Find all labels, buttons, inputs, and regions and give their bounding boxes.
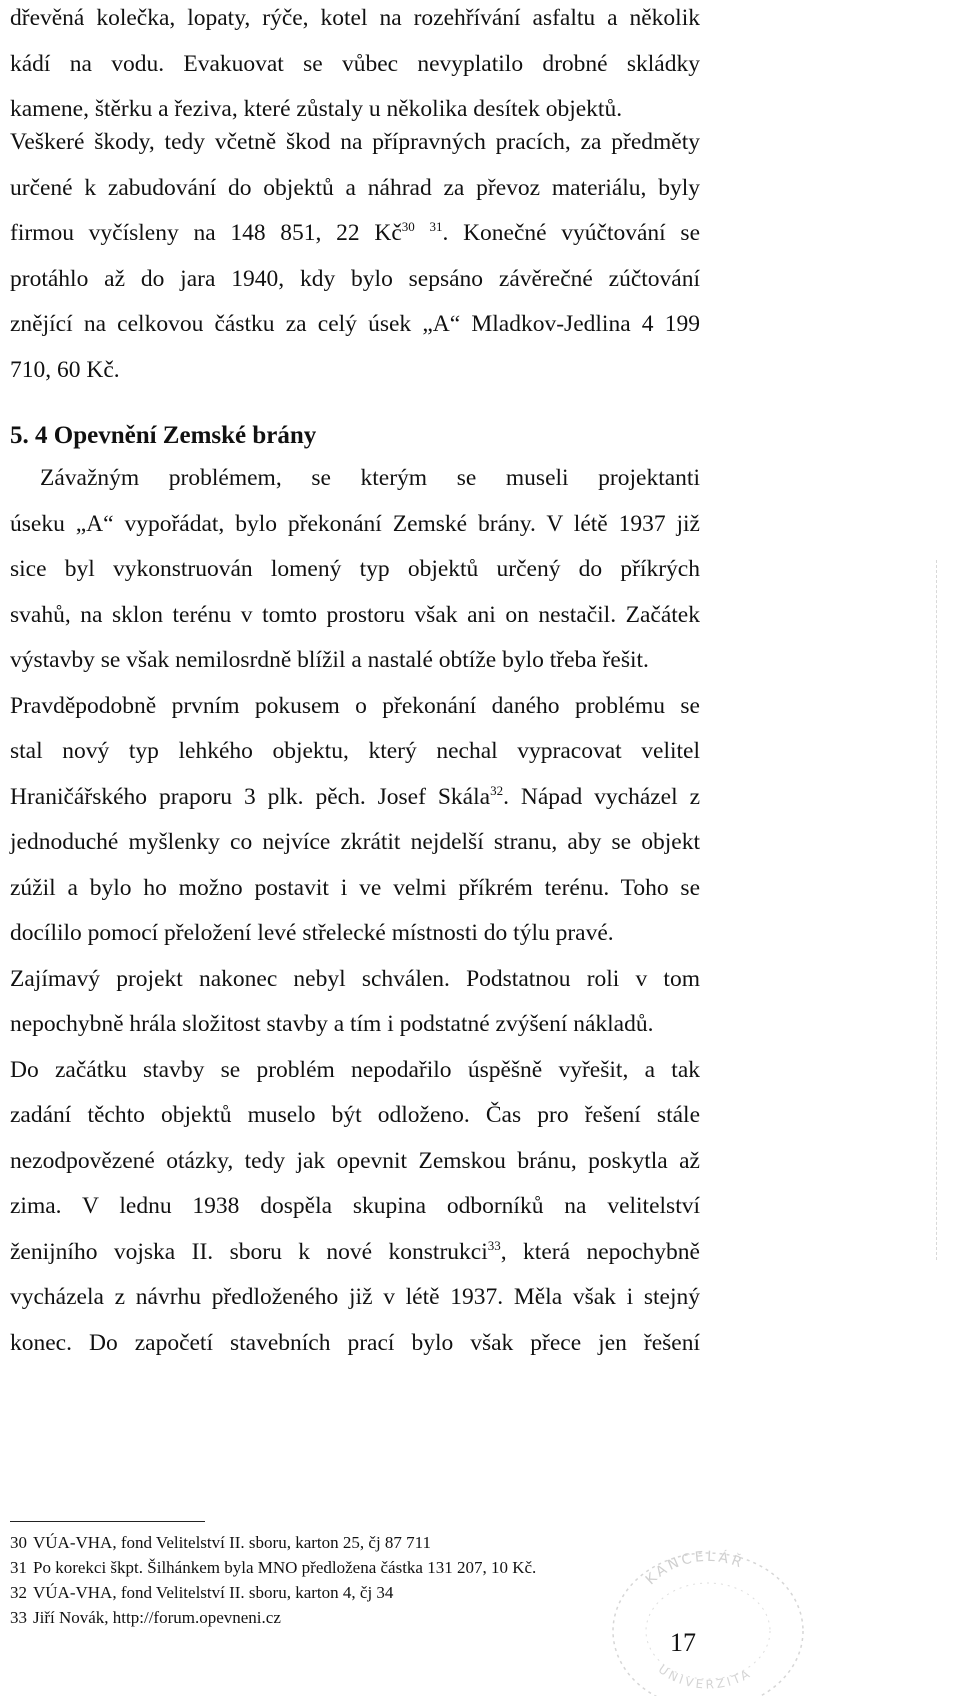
text-segment: , která nepochybně [500, 1238, 700, 1265]
text-line: úseku „A“ vypořádat, bylo překonání Zemské brány. V létě 1937 již [10, 510, 700, 537]
scan-edge-artifact [936, 560, 937, 1260]
text-line: Veškeré škody, tedy včetně škod na přípravných pracích, za předměty [10, 129, 700, 155]
footnote-ref: 33 [487, 1237, 501, 1253]
text-line: nezodpovězené otázky, tedy jak opevnit Zemskou bránu, poskytla až [10, 1147, 700, 1174]
text-line: zúžil a bylo ho možno postavit i ve velmi příkrém terénu. Toho se [10, 874, 700, 901]
text-segment: ženijního vojska II. sboru k nové konstrukci [10, 1238, 488, 1265]
footnote-text: Jiří Novák, http://forum.opevneni.cz [33, 1608, 281, 1627]
text-line: Závažným problémem, se kterým se museli projektanti [40, 465, 700, 491]
text-line: vycházela z návrhu předloženého již v létě 1937. Měla však i stejný [10, 1284, 700, 1310]
footnote [10, 1605, 536, 1630]
footnote-ref: 31 [429, 219, 443, 234]
text-line: výstavby se však nemilosrdně blížil a nastalé obtíže bylo třeba řešit. [10, 647, 649, 673]
footnote-text: Po korekci škpt. Šilhánkem byla MNO předložena částka 131 207, 10 Kč. [33, 1558, 537, 1577]
text-line: docílilo pomocí přeložení levé střelecké místnosti do týlu pravé. [10, 920, 614, 946]
stamp-bottom-text: UNIVERZITA [655, 1662, 755, 1692]
paragraph-continuation [10, 0, 700, 133]
text-line: 710, 60 Kč. [10, 356, 120, 383]
footnote-ref: 32 [490, 782, 504, 798]
stamp-top-text: KANCELÁŘ [642, 1548, 747, 1589]
footnote-list [10, 1530, 536, 1630]
stamp-outer-ring [613, 1553, 803, 1696]
text-line: Zajímavý projekt nakonec nebyl schválen. Podstatnou roli v tom [10, 965, 700, 992]
text-line: kamene, štěrku a řeziva, které zůstaly u několika desítek objektů. [10, 96, 623, 122]
text-segment: . Nápad vycházel z [503, 783, 701, 810]
text-segment: firmou vyčísleny na 148 851, 22 Kč [10, 220, 402, 246]
paragraph-damages [10, 120, 700, 393]
text-line: zadání těchto objektů muselo být odloženo. Čas pro řešení stále [10, 1102, 700, 1128]
text-line [10, 211, 700, 257]
text-line: Pravděpodobně prvním pokusem o překonání daného problému se [10, 692, 700, 719]
footnote-ref: 30 [401, 219, 415, 234]
footnote [10, 1580, 536, 1605]
footnote [10, 1555, 536, 1580]
text-line: jednoduché myšlenky co nejvíce zkrátit nejdelší stranu, aby se objekt [10, 829, 700, 855]
text-line: stal nový typ lehkého objektu, který nechal vypracovat velitel [10, 738, 700, 764]
footnote-divider [10, 1521, 205, 1522]
text-line: svahů, na sklon terénu v tomto prostoru však ani on nestačil. Začátek [10, 601, 700, 628]
section-heading: 5. 4 Opevnění Zemské brány [10, 422, 317, 449]
footnote-number: 30 [10, 1533, 27, 1552]
paragraph-zemska-brana [10, 456, 700, 1366]
text-line [10, 1230, 700, 1276]
text-line: určené k zabudování do objektů a náhrad za převoz materiálu, byly [10, 174, 700, 201]
footnote-text: VÚA-VHA, fond Velitelství II. sboru, karton 4, čj 34 [33, 1583, 394, 1602]
footnote [10, 1530, 536, 1555]
footnote-number: 32 [10, 1583, 27, 1602]
text-line: dřevěná kolečka, lopaty, rýče, kotel na rozehřívání asfaltu a několik [10, 5, 700, 31]
text-line: Do začátku stavby se problém nepodařilo úspěšně vyřešit, a tak [10, 1056, 700, 1083]
text-line: znějící na celkovou částku za celý úsek „A“ Mladkov-Jedlina 4 199 [10, 311, 700, 337]
page-number: 17 [670, 1628, 696, 1657]
text-line: kádí na vodu. Evakuovat se vůbec nevyplatilo drobné skládky [10, 50, 700, 77]
text-segment: Hraničářského praporu 3 plk. pěch. Josef Skála [10, 783, 491, 810]
footnote-number: 33 [10, 1608, 27, 1627]
text-segment: . Konečné vyúčtování se [442, 220, 701, 246]
text-line: zima. V lednu 1938 dospěla skupina odborníků na velitelství [10, 1193, 700, 1219]
footnote-text: VÚA-VHA, fond Velitelství II. sboru, karton 25, čj 87 711 [33, 1533, 432, 1552]
text-line [10, 775, 700, 821]
text-line: nepochybně hrála složitost stavby a tím i podstatné zvýšení nákladů. [10, 1011, 654, 1037]
library-stamp [593, 1536, 823, 1696]
text-line: sice byl vykonstruován lomený typ objektů určený do příkrých [10, 556, 700, 582]
text-line: konec. Do započetí stavebních prací bylo však přece jen řešení [10, 1329, 700, 1356]
text-line: protáhlo až do jara 1940, kdy bylo sepsáno závěrečné zúčtování [10, 265, 700, 292]
footnote-number: 31 [10, 1558, 27, 1577]
